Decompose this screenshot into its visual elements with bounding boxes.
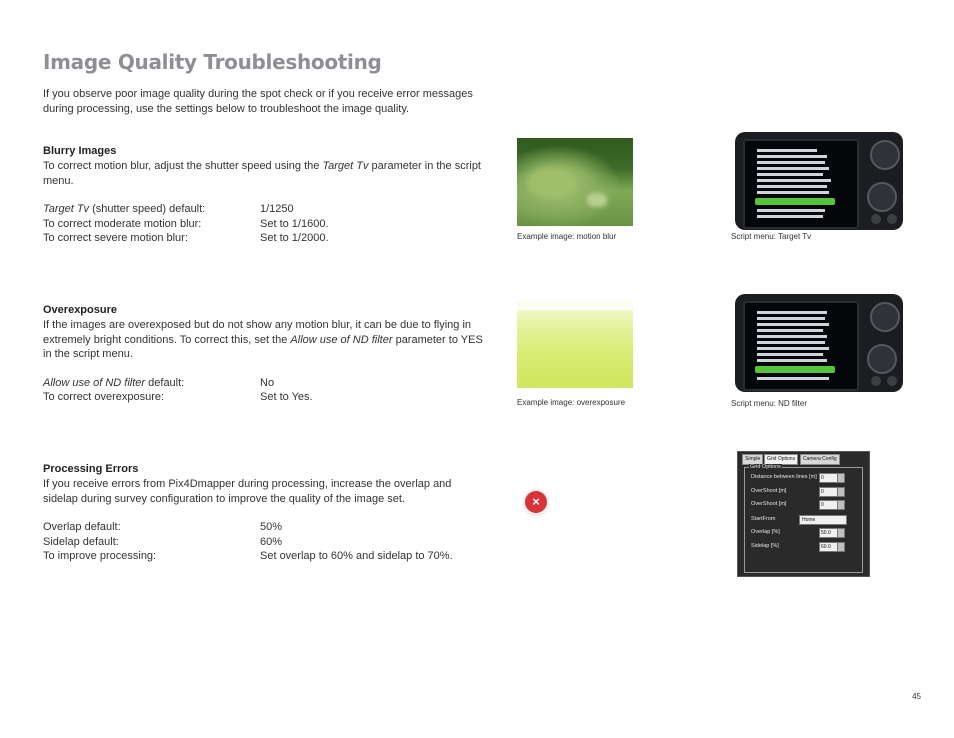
overexposure-text-em: Allow use of ND filter xyxy=(290,333,393,346)
camera-target-tv-image xyxy=(735,132,903,230)
spinner-icon[interactable] xyxy=(837,542,845,552)
overexposure-heading: Overexposure xyxy=(43,304,117,316)
field-label: OverShoot [m] xyxy=(751,488,787,494)
blurry-row-2: To correct moderate motion blur: xyxy=(43,218,202,230)
error-icon: × xyxy=(525,491,547,513)
overexposure-text-a: If the images are overexposed but do not show any motion blur, it can be due to flying in extremely bright conditions. To correct this, set the xyxy=(43,319,472,346)
motion-blur-example-image xyxy=(517,138,633,226)
camera-dial-icon xyxy=(870,302,900,332)
field-label: Distance between lines [m] xyxy=(751,474,817,480)
tab-simple[interactable]: Simple xyxy=(742,454,763,465)
processing-row-2-value: 60% xyxy=(260,536,283,548)
overexposure-text xyxy=(43,318,483,362)
camera-button-icon xyxy=(887,376,897,386)
spinner-icon[interactable] xyxy=(837,500,845,510)
camera-control-wheel-icon xyxy=(867,182,897,212)
overexposure-row-1-value: No xyxy=(260,377,275,389)
overexposure-text-b: parameter to YES in the script menu. xyxy=(43,333,483,360)
blurry-text xyxy=(43,159,483,188)
camera-dial-icon xyxy=(870,140,900,170)
field-label: Sidelap [%] xyxy=(751,543,779,549)
spinner-icon[interactable] xyxy=(837,487,845,497)
spinner-icon[interactable] xyxy=(837,473,845,483)
group-title: Grid Options xyxy=(750,464,781,470)
blurry-row-2-value: Set to 1/1600. xyxy=(260,218,329,230)
field-label: OverShoot [m] xyxy=(751,501,787,507)
page-number: 45 xyxy=(912,692,921,701)
processing-heading: Processing Errors xyxy=(43,463,139,475)
blurry-heading: Blurry Images xyxy=(43,145,117,157)
camera-button-icon xyxy=(887,214,897,224)
nd-filter-caption: Script menu: ND filter xyxy=(731,399,808,408)
camera-button-icon xyxy=(871,214,881,224)
sidelap-input[interactable]: 60.0 xyxy=(819,542,839,552)
processing-text: If you receive errors from Pix4Dmapper during processing, increase the overlap and sidelap during survey configuration to improve the quality of the image set. xyxy=(43,478,452,505)
blurry-section xyxy=(43,145,483,188)
spinner-icon[interactable] xyxy=(837,528,845,538)
page-title: Image Quality Troubleshooting xyxy=(43,50,382,74)
processing-row-1: Overlap default: xyxy=(43,521,121,533)
overexposure-row-2: To correct overexposure: xyxy=(43,391,165,403)
blurry-text-a: To correct motion blur, adjust the shutter speed using the xyxy=(43,160,323,172)
field-label: StartFrom xyxy=(751,516,776,522)
camera-button-icon xyxy=(871,376,881,386)
overexposure-row-2-value: Set to Yes. xyxy=(260,391,313,403)
blurry-text-em: Target Tv xyxy=(322,160,369,172)
tab-camera-config[interactable]: Camera Config xyxy=(800,454,840,465)
processing-row-3-value: Set overlap to 60% and sidelap to 70%. xyxy=(260,550,453,562)
blurry-row-1 xyxy=(43,203,205,215)
start-from-select[interactable]: Home xyxy=(799,515,847,525)
row-em: Target Tv xyxy=(43,203,90,215)
overexposure-section xyxy=(43,304,483,362)
motion-blur-caption: Example image: motion blur xyxy=(517,232,617,241)
intro-paragraph: If you observe poor image quality during the spot check or if you receive error messages during processing, use the settings below to troubleshoot the image quality. xyxy=(43,88,473,115)
row-label: (shutter speed) default: xyxy=(89,203,206,215)
overexposure-example-image xyxy=(517,300,633,388)
distance-between-lines-input[interactable]: 0 xyxy=(819,473,839,483)
overexposure-row-1 xyxy=(43,377,184,389)
blurry-row-1-value: 1/1250 xyxy=(260,203,294,215)
overlap-input[interactable]: 50.0 xyxy=(819,528,839,538)
grid-options-panel xyxy=(737,451,870,577)
row-em: Allow use of ND filter xyxy=(43,377,146,389)
blurry-row-3-value: Set to 1/2000. xyxy=(260,232,329,244)
processing-section xyxy=(43,463,483,506)
processing-row-3: To improve processing: xyxy=(43,550,157,562)
camera-screen xyxy=(743,139,859,229)
camera-control-wheel-icon xyxy=(867,344,897,374)
processing-row-1-value: 50% xyxy=(260,521,283,533)
overshoot-2-input[interactable]: 0 xyxy=(819,500,839,510)
grid-options-group xyxy=(744,464,863,573)
camera-screen xyxy=(743,301,859,391)
target-tv-caption: Script menu: Target Tv xyxy=(731,232,812,241)
processing-row-2: Sidelap default: xyxy=(43,536,119,548)
camera-nd-filter-image xyxy=(735,294,903,392)
overshoot-input[interactable]: 0 xyxy=(819,487,839,497)
blurry-text-b: parameter in the script menu. xyxy=(43,160,481,187)
blurry-row-3: To correct severe motion blur: xyxy=(43,232,188,244)
tab-grid-options[interactable]: Grid Options xyxy=(764,454,798,465)
row-label: default: xyxy=(145,377,185,389)
overexposure-caption: Example image: overexposure xyxy=(517,398,626,407)
field-label: Overlap [%] xyxy=(751,529,780,535)
